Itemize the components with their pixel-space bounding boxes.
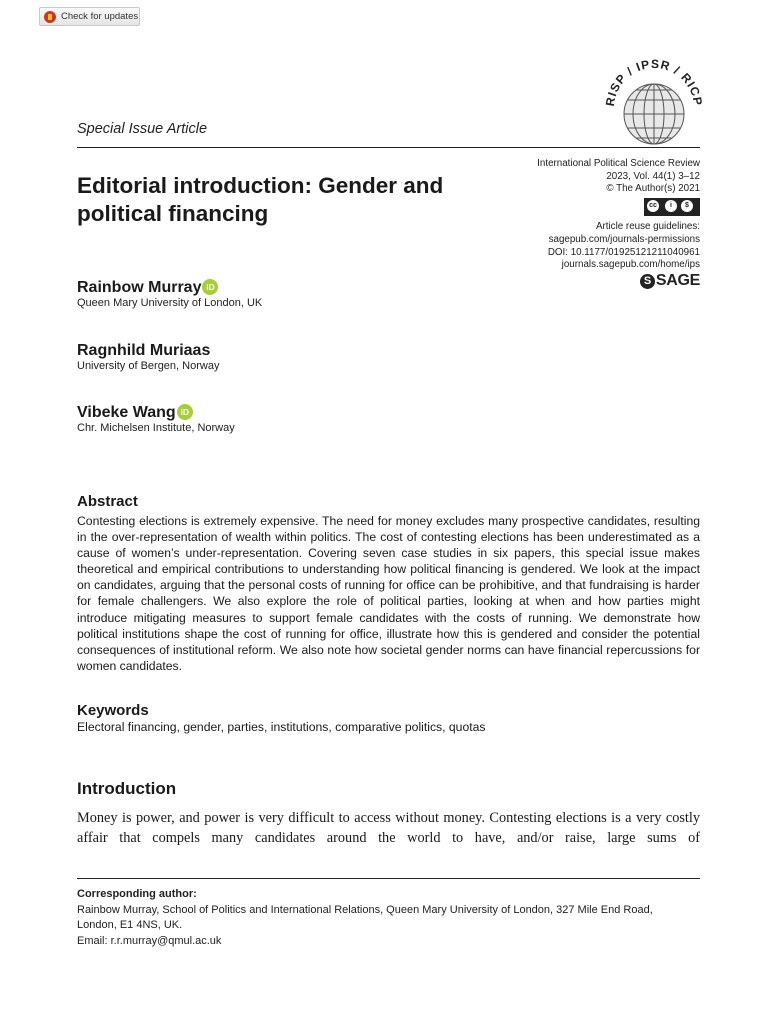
journal-link[interactable]: journals.sagepub.com/home/ips [561, 259, 700, 271]
author-name: Rainbow Murray [77, 279, 202, 296]
author-name: Ragnhild Muriaas [77, 342, 211, 359]
author-affiliation: Queen Mary University of London, UK [77, 297, 263, 309]
journal-logo [600, 52, 708, 152]
corresponding-address-line-1: Rainbow Murray, School of Politics and International Relations, Queen Mary University of London, 327 Mile End Road, [77, 903, 653, 916]
globe-icon [624, 84, 684, 144]
article-title: Editorial introduction: Gender and political financing [77, 173, 444, 226]
reuse-label: Article reuse guidelines: [595, 221, 700, 233]
author-affiliation: University of Bergen, Norway [77, 360, 220, 372]
cc-license-badge[interactable] [644, 198, 700, 216]
author-name: Vibeke Wang [77, 404, 176, 421]
author-block [77, 342, 219, 372]
author-block [77, 404, 235, 434]
corresponding-email[interactable]: Email: r.r.murray@qmul.ac.uk [77, 934, 222, 947]
footnote-divider [77, 878, 700, 879]
keywords-heading: Keywords [77, 702, 149, 719]
author-block [77, 279, 262, 309]
copyright: © The Author(s) 2021 [606, 183, 700, 195]
check-for-updates-label: Check for updates [61, 11, 139, 22]
journal-volume: 2023, Vol. 44(1) 3–12 [606, 170, 700, 182]
abstract-text: Contesting elections is extremely expensive. The need for money excludes many prospective candidates, resulting in the over-representation of wealth within politics. The cost of contesting elections has been underestimated as a cause of women’s under-representation. Covering seven case studies in six papers, this special issue makes theoretical and empirical contributions to understanding how political financing is gendered. We look at the impact on candidates, arguing that the personal costs of running for office can be prohibitive, and that fundraising is harder for female challengers. We also explore the role of political parties, looking at when and how parties might introduce mitigating measures to support female candidates with the costs of running. We demonstrate how political institutions shape the cost of running for office, illustrate how this is gendered and consider the potential consequences of institutional reform. We also note how societal gender norms can have financial repercussions for women candidates. [77, 514, 700, 673]
keywords-text: Electoral financing, gender, parties, institutions, comparative politics, quotas [77, 720, 486, 734]
publisher-name: SAGE [655, 271, 700, 289]
article-type-label: Special Issue Article [77, 121, 208, 137]
orcid-icon[interactable]: iD [202, 279, 218, 295]
abstract-heading: Abstract [77, 493, 138, 510]
orcid-icon[interactable]: iD [177, 404, 193, 420]
sage-logo [640, 271, 700, 289]
nc-icon: $ [681, 200, 693, 212]
corresponding-address-line-2: London, E1 4NS, UK. [77, 919, 183, 931]
check-for-updates-button[interactable] [39, 7, 140, 26]
corresponding-label: Corresponding author: [77, 888, 197, 900]
journal-metadata [537, 158, 700, 289]
cc-icon: cc [647, 200, 659, 212]
crossmark-icon [44, 11, 56, 23]
introduction-heading: Introduction [77, 779, 177, 798]
sage-s-icon: S [640, 274, 655, 289]
reuse-link[interactable]: sagepub.com/journals-permissions [548, 233, 700, 245]
journal-name: International Political Science Review [537, 158, 700, 169]
logo-text: RISP / IPSR / RICP [602, 56, 706, 108]
doi[interactable]: DOI: 10.1177/01925121211040961 [547, 246, 700, 258]
by-icon: i [665, 200, 677, 212]
header-divider [77, 147, 700, 148]
corresponding-author-note [77, 887, 700, 949]
author-affiliation: Chr. Michelsen Institute, Norway [77, 422, 235, 434]
introduction-text: Money is power, and power is very difficult to access without money. Contesting elections is a very costly affair that compels many candidates around the world to have, and/or raise, large sums of [77, 810, 700, 846]
